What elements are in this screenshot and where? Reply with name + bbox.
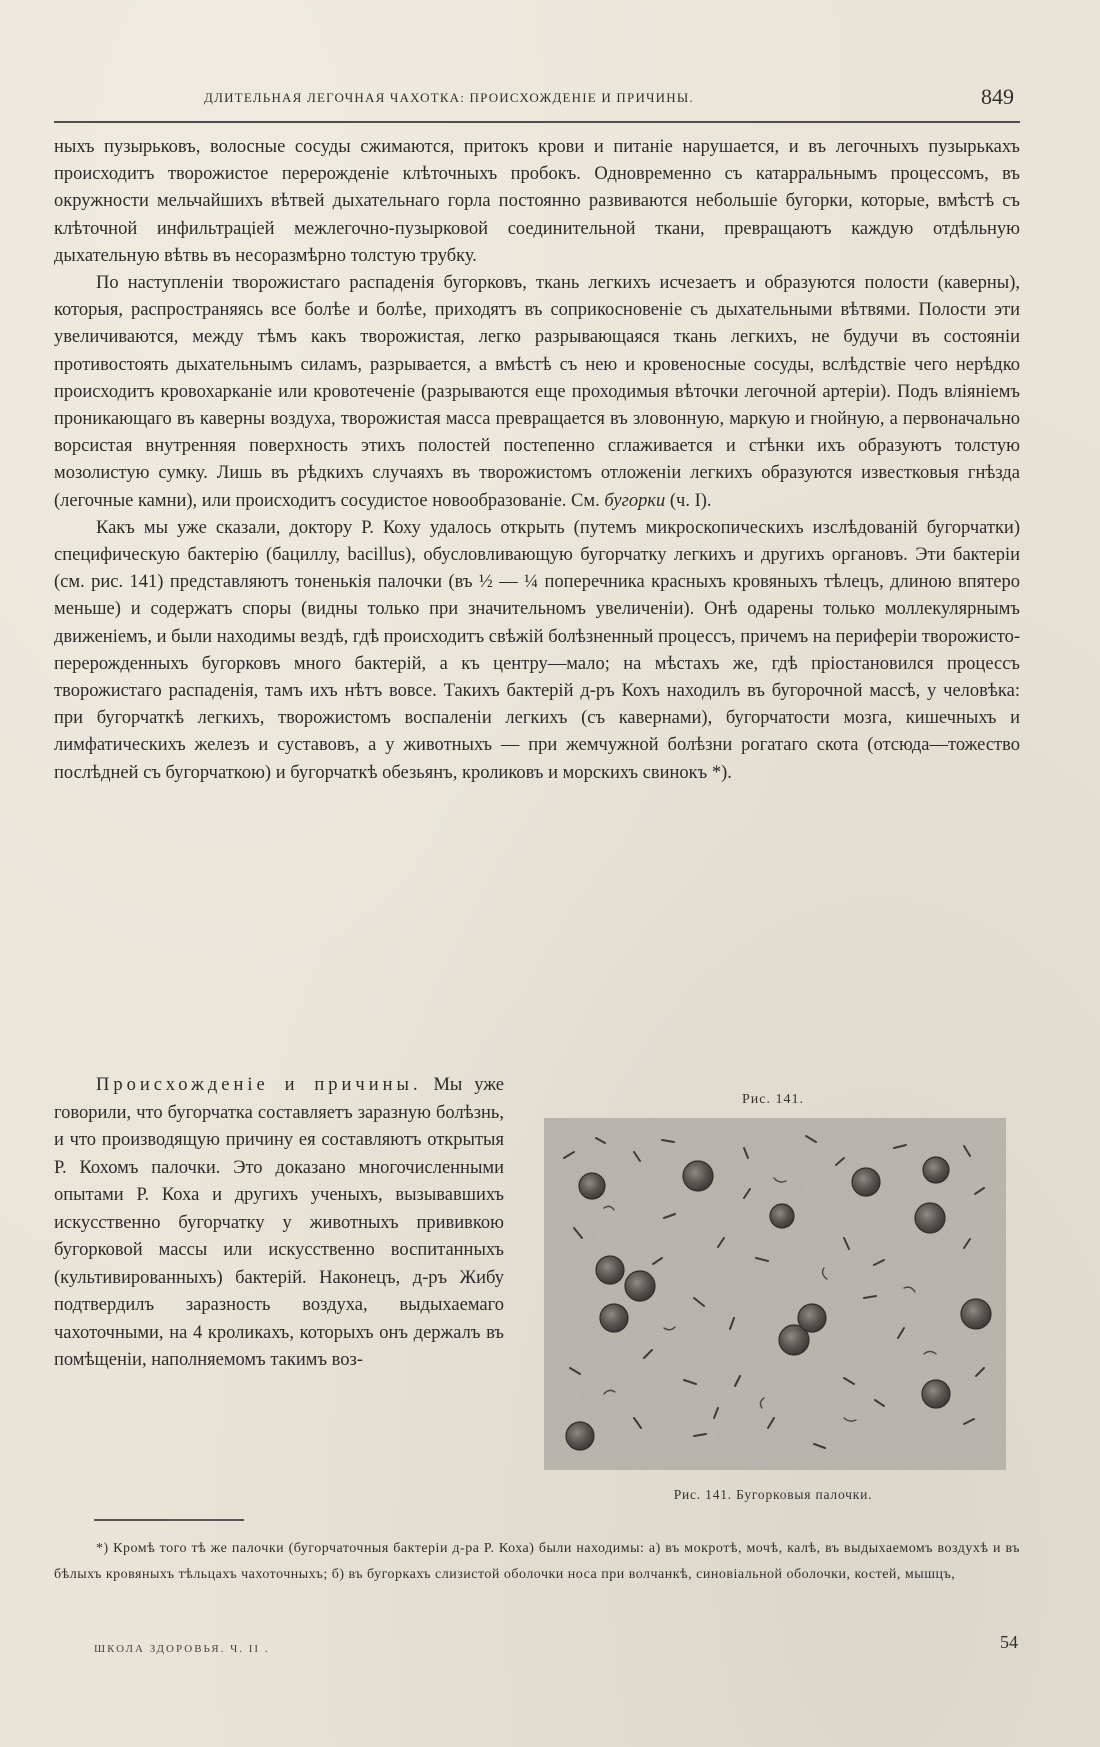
sheet-number: 54 [1000, 1632, 1018, 1652]
main-text [54, 134, 1020, 787]
figure-caption: Рис. 141. Бугорковыя палочки. [673, 1487, 873, 1502]
origin-column [54, 1072, 504, 1375]
paragraph-2-text: По наступленіи творожистаго распаденія бугорковъ, ткань легкихъ исчезаетъ и образуются полости (каверны), которыя, распространяясь все болѣе и болѣе, приходятъ въ соприкосновеніе съ дыхательными вѣтвями. Полости эти увеличиваются, между тѣмъ какъ творожистая, легко разрывающаяся ткань легкихъ, не будучи въ состояніи противостоять дыхательнымъ силамъ, разрывается, а вмѣстѣ съ нею и кровеносные сосуды, вслѣдствіе чего нерѣдко происходитъ кровохарканіе или кровотеченіе (разрываются еще проходимыя вѣточки легочной артеріи). Подъ вліяніемъ проникающаго въ каверны воздуха, творожистая масса превращается въ зловонную, маркую и гнойную, а первоначально ворсистая внутренняя поверхность этихъ полостей постепенно сглаживается и стѣнки ихъ образуютъ толстую мозолистую сумку. Лишь въ рѣдкихъ случаяхъ въ творожистомъ отложеніи легкихъ образуются известковыя гнѣзда (легочные камни), или происходитъ сосудистое новообразованіе. См. [54, 273, 1020, 511]
header-rule [54, 121, 1020, 123]
footer-signature: ШКОЛА ЗДОРОВЬЯ. Ч. II . [94, 1643, 270, 1655]
origin-section [54, 1072, 1020, 1512]
paragraph-2-end: (ч. I). [669, 490, 712, 511]
page-header [54, 80, 1020, 120]
microscope-bacilli-illustration [544, 1118, 1006, 1470]
section-text: Мы уже говорили, что бугорчатка составляетъ заразную болѣзнь, и что производящую причину ея составляютъ открытыя Р. Кохомъ палочки. Это доказано многочисленными опытами Р. Коха и другихъ ученыхъ, вызывавшихъ искусственно бугорчатку у животныхъ прививкою бугорковой массы или искусственно воспитанныхъ (культивированныхъ) бактерій. Наконецъ, д-ръ Жибу подтвердилъ заразность воздуха, выдыхаемаго чахоточными, на 4 кроликахъ, которыхъ онъ держалъ въ помѣщеніи, наполняемомъ такимъ воз- [54, 1075, 504, 1370]
figure-141 [526, 1092, 1020, 1520]
bacilli-drawing [544, 1118, 1006, 1470]
section-heading: Происхожденіе и причины. [96, 1075, 422, 1095]
paragraph-1: ныхъ пузырьковъ, волосные сосуды сжимаются, притокъ крови и питаніе нарушается, и въ легочныхъ пузырькахъ происходитъ творожистое перерожденіе клѣточныхъ пробокъ. Одновременно съ катарральнымъ процессомъ, въ окружности мельчайшихъ вѣтвей дыхательнаго горла постоянно развиваются небольшіе бугорки, которые, вмѣстѣ съ клѣточной инфильтраціей межлегочно-пузырковой соединительной ткани, превращаютъ каждую отдѣльную дыхательную вѣтвь въ несоразмѣрно толстую трубку. [54, 137, 1020, 266]
cross-reference: бугорки [604, 490, 666, 511]
footnote-rule [94, 1519, 244, 1521]
running-title: ДЛИТЕЛЬНАЯ ЛЕГОЧНАЯ ЧАХОТКА: ПРОИСХОЖДЕНІЕ И ПРИЧИНЫ. [204, 90, 694, 105]
paragraph-3: Какъ мы уже сказали, доктору Р. Коху удалось открыть (путемъ микроскопическихъ изслѣдованій бугорчатки) специфическую бактерію (бациллу, bacillus), обусловливающую бугорчатку легкихъ и другихъ органовъ. Эти бактеріи (см. рис. 141) представляютъ тоненькія палочки (въ ½ — ¼ поперечника красныхъ кровяныхъ тѣлецъ, длиною впятеро меньше) и содержатъ споры (видны только при значительномъ увеличеніи). Онѣ одарены только моллекулярнымъ движеніемъ, и были находимы вездѣ, гдѣ происходитъ свѣжій болѣзненный процессъ, причемъ на периферіи творожисто-перерожденныхъ бугорковъ много бактерій, а къ центру—мало; на мѣстахъ же, гдѣ пріостановился процессъ творожистаго распаденія, тамъ ихъ нѣтъ вовсе. Такихъ бактерій д-ръ Кохъ находилъ въ бугорочной массѣ, у человѣка: при бугорчаткѣ легкихъ, творожистомъ воспаленіи легкихъ (съ кавернами), бугорчатости мозга, кишечныхъ и лимфатическихъ железъ и суставовъ, а у животныхъ — при жемчужной болѣзни рогатаго скота (отсюда—тожество послѣдней съ бугорчаткою) и бугорчаткѣ обезьянъ, кроликовъ и морскихъ свинокъ *). [54, 517, 1020, 783]
figure-label: Рис. 141. [742, 1092, 804, 1107]
page-number: 849 [981, 84, 1014, 109]
paragraph-2 [54, 270, 1020, 515]
footnote: *) Кромѣ того тѣ же палочки (бугорчаточныя бактеріи д-ра Р. Коха) были находимы: а) въ мокротѣ, мочѣ, калѣ, въ выдыхаемомъ воздухѣ и въ бѣлыхъ кровяныхъ тѣльцахъ чахоточныхъ; б) въ бугоркахъ слизистой оболочки носа при волчанкѣ, синовіальной оболочки, костей, мышцъ, [54, 1541, 1020, 1582]
